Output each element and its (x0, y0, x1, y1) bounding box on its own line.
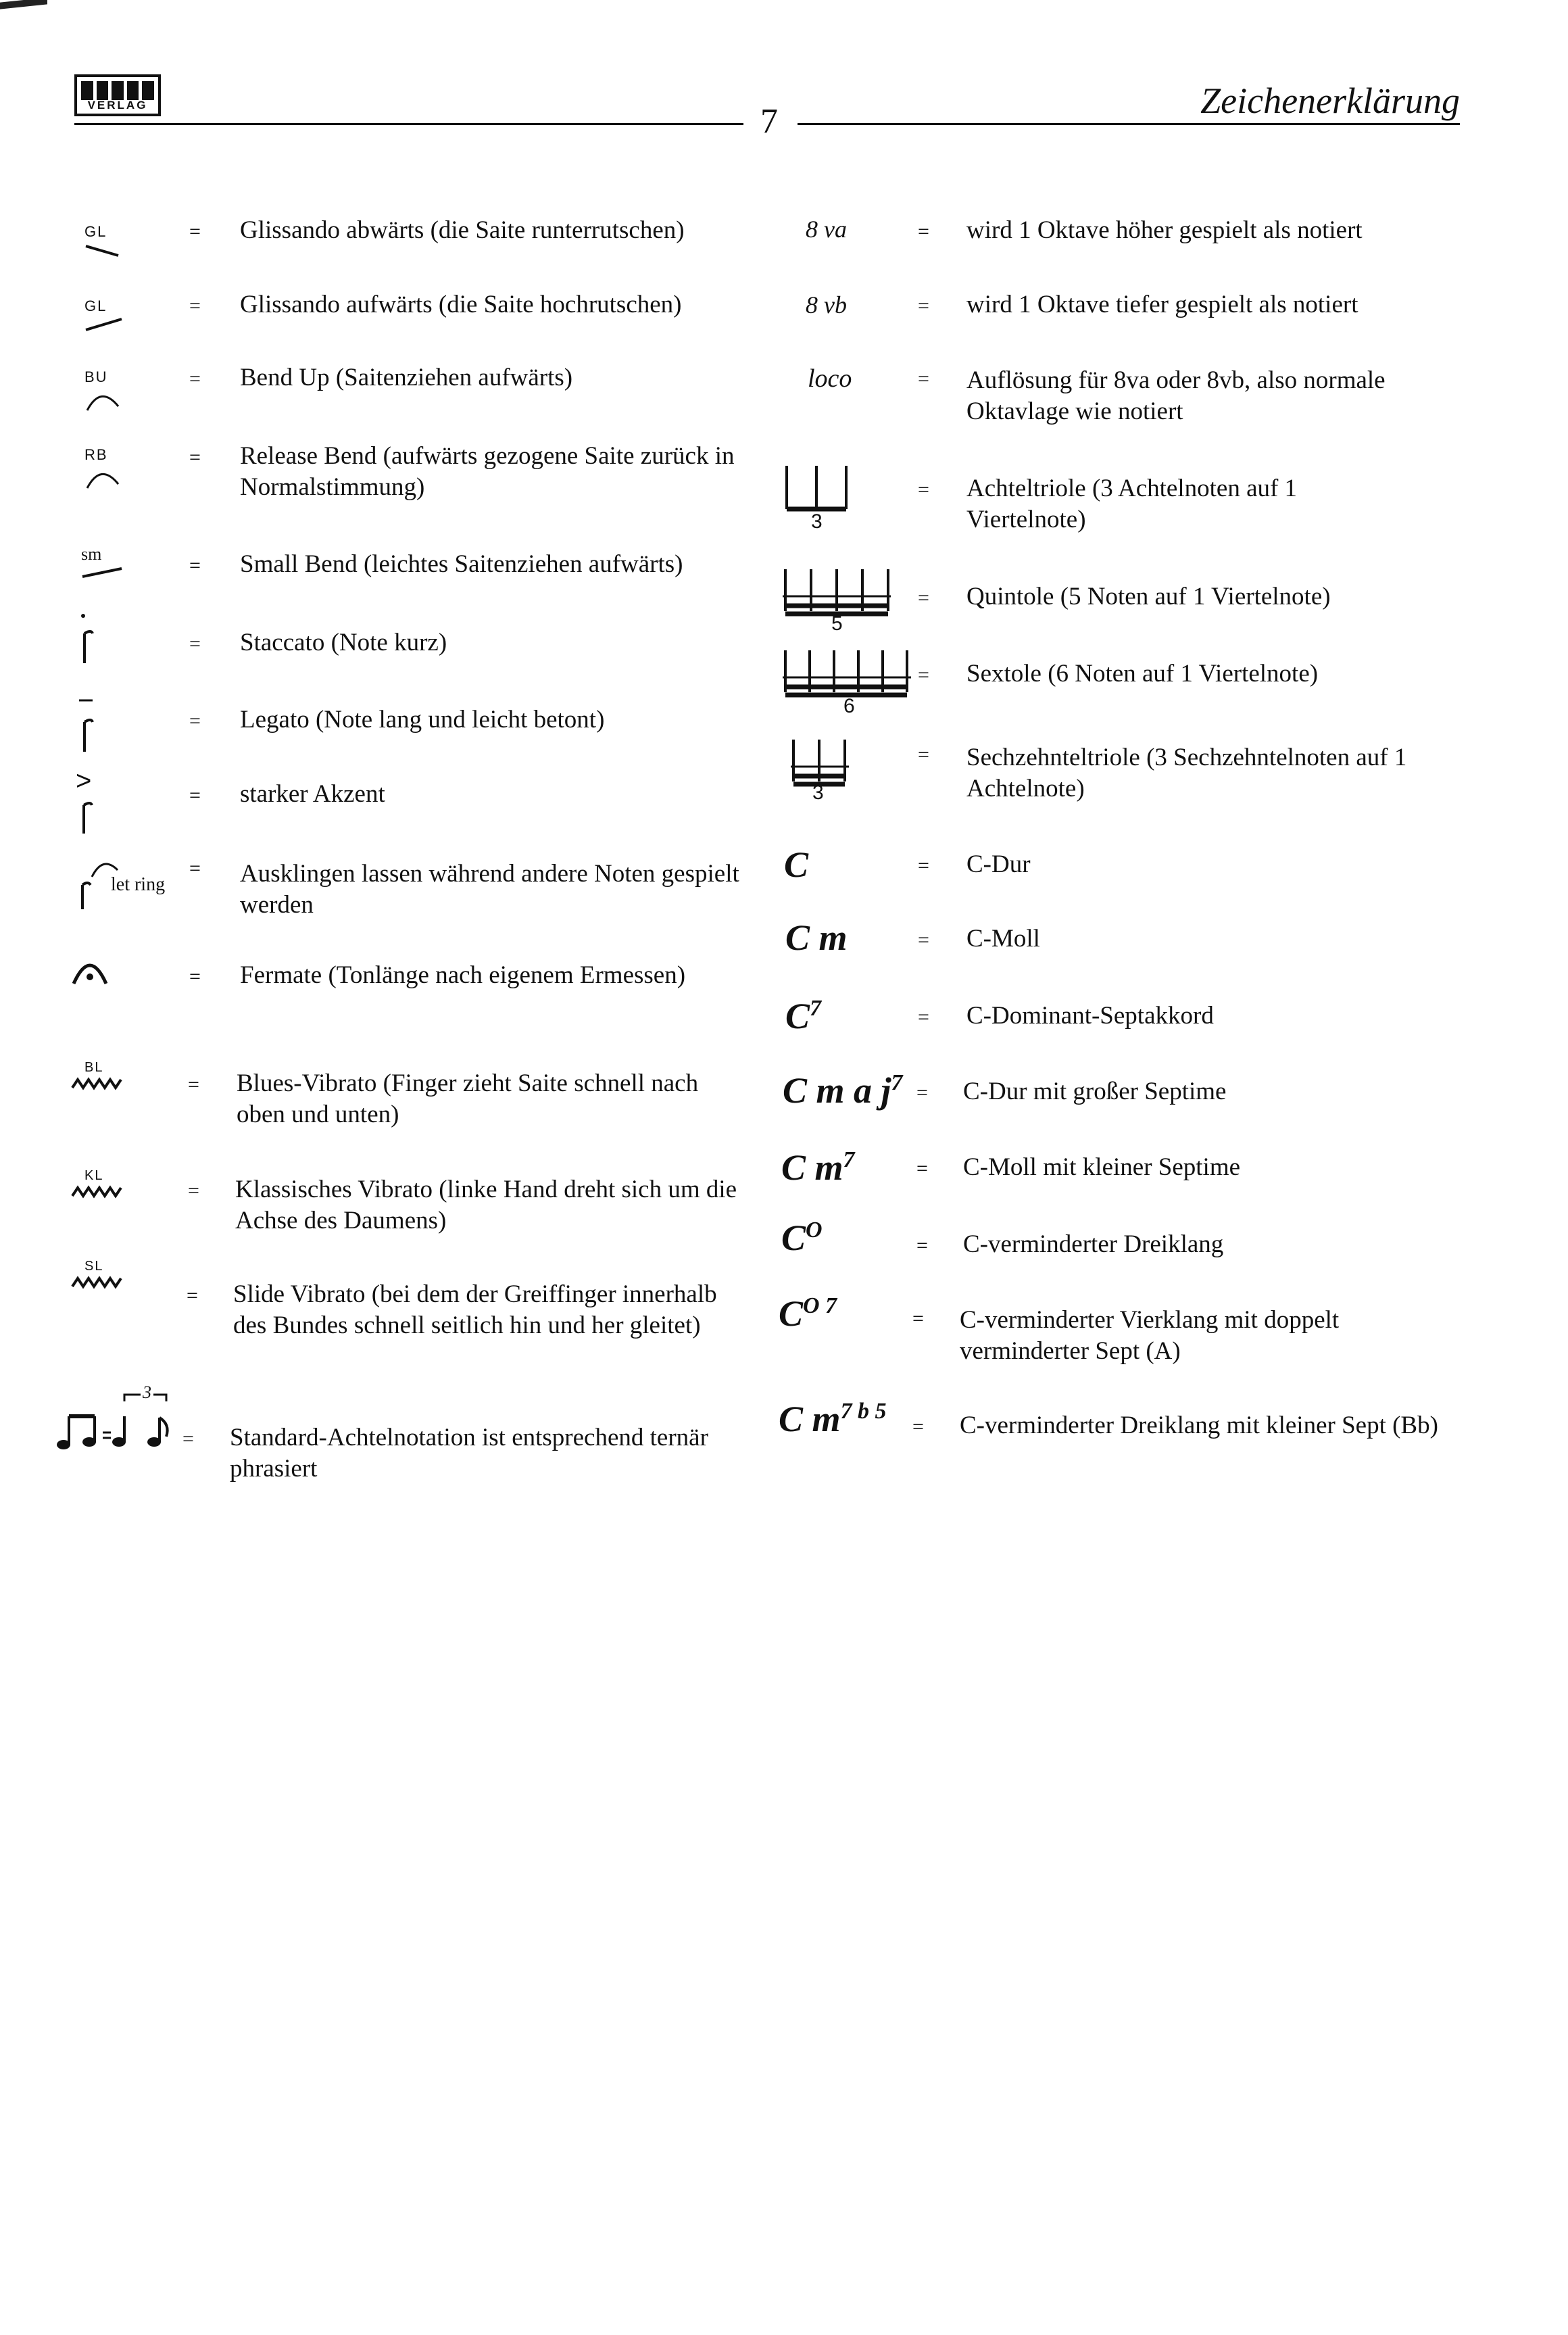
equals-sign: = (187, 1284, 198, 1307)
entry-description: C-verminderter Vierklang mit doppelt verminderter Sept (A) (960, 1306, 1340, 1365)
equals-sign: = (918, 854, 929, 877)
loco-symbol: loco (808, 364, 852, 393)
equals-sign: = (918, 295, 929, 317)
entry-description: Ausklingen lassen während andere Noten gespielt werden (240, 860, 739, 919)
equals-sign: = (918, 1006, 929, 1028)
entry-description: Quintole (5 Noten auf 1 Viertelnote) (966, 583, 1331, 610)
legato-note-icon (78, 696, 105, 754)
chord-c-diminished-7: $C^{O 7}$ (779, 1293, 837, 1334)
entry-description: Klassisches Vibrato (linke Hand dreht sich um die Achse des Daumens) (235, 1176, 737, 1234)
entry-description: C-Dominant-Septakkord (966, 1002, 1214, 1030)
equals-sign: = (916, 1082, 928, 1104)
equals-sign: = (912, 1307, 924, 1330)
eighth-triplet-symbol: 3 (784, 463, 852, 537)
equals-sign: = (189, 295, 201, 317)
vibrato-wave-icon (71, 1184, 125, 1200)
equals-sign: = (189, 965, 201, 988)
small-bend-icon (81, 564, 128, 581)
small-bend-symbol: sm (81, 544, 128, 584)
equals-sign: = (189, 220, 201, 243)
fermata-icon (71, 957, 112, 987)
equals-sign: = (916, 1157, 928, 1180)
entry-description: C-Dur (966, 850, 1031, 878)
equals-sign: = (188, 1180, 199, 1202)
staccato-note-icon (78, 612, 105, 666)
entry-description: C-verminderter Dreiklang mit kleiner Sept (Bb) (960, 1412, 1438, 1439)
equals-sign: = (918, 220, 929, 243)
accent-symbol: > (76, 767, 103, 838)
entry-description: Blues-Vibrato (Finger zieht Saite schnell nach oben und unten) (237, 1069, 699, 1128)
swing-notation-symbol: 3 (54, 1382, 189, 1450)
accent-note-icon (76, 794, 103, 835)
entry-description: Standard-Achtelnotation ist entsprechend ternär phrasiert (230, 1424, 708, 1483)
octave-up-symbol: 8 va (806, 216, 847, 243)
entry-description: Fermate (Tonlänge nach eigenem Ermessen) (240, 961, 686, 989)
entry-description: C-Moll mit kleiner Septime (963, 1153, 1241, 1181)
chord-c-major: C (784, 844, 809, 885)
glissando-down-icon (84, 241, 125, 261)
header-rule-left (74, 123, 743, 125)
logo-bars (81, 81, 154, 100)
slide-vibrato-symbol: SL (71, 1259, 125, 1294)
equals-sign: = (918, 368, 929, 390)
let-ring-symbol: let ring (76, 855, 177, 909)
entry-description: Legato (Note lang und leicht betont) (240, 706, 605, 733)
entry-description: Glissando abwärts (die Saite runterrutschen) (240, 216, 685, 244)
chord-cm7b5: C $m^{7 b 5}$ (779, 1399, 887, 1439)
scan-artifact (0, 0, 47, 9)
equals-sign: = (918, 587, 929, 609)
header-rule-right (798, 123, 1460, 125)
equals-sign: = (918, 744, 929, 766)
equals-sign: = (189, 633, 201, 655)
entry-description: Release Bend (aufwärts gezogene Saite zurück in Normalstimmung) (240, 442, 735, 501)
chord-cmaj7: C m a $j^7$ (783, 1070, 903, 1111)
entry-description: Slide Vibrato (bei dem der Greiffinger innerhalb des Bundes schnell seitlich hin und her gleitet) (233, 1280, 717, 1339)
equals-sign: = (189, 554, 201, 577)
page-number: 7 (760, 102, 778, 141)
bend-up-symbol: BU (84, 368, 125, 416)
entry-description: C-verminderter Dreiklang (963, 1230, 1224, 1258)
glissando-up-icon (84, 315, 125, 335)
blues-vibrato-symbol: BL (71, 1060, 125, 1095)
octave-down-symbol: 8 vb (806, 291, 847, 318)
chord-c7: $C^7$ (785, 996, 822, 1036)
entry-description: Bend Up (Saitenziehen aufwärts) (240, 364, 573, 391)
bend-arc-icon (84, 386, 125, 413)
publisher-logo (74, 74, 161, 116)
equals-sign: = (189, 857, 201, 880)
entry-description: Auflösung für 8va oder 8vb, also normale Oktavlage wie notiert (966, 366, 1386, 425)
entry-description: Sextole (6 Noten auf 1 Viertelnote) (966, 660, 1319, 688)
quintuplet-symbol: 5 (783, 567, 898, 641)
entry-description: wird 1 Oktave höher gespielt als notiert (966, 216, 1363, 244)
page-title: Zeichenerklärung (1200, 80, 1460, 121)
sextuplet-beam-icon (783, 648, 918, 702)
entry-description: Achteltriole (3 Achtelnoten auf 1 Viertelnote) (966, 475, 1298, 533)
equals-sign: = (182, 1428, 194, 1450)
equals-sign: = (189, 710, 201, 732)
sixteenth-triplet-beam-icon (791, 737, 858, 791)
equals-sign: = (918, 664, 929, 686)
entry-description: C-Moll (966, 925, 1040, 953)
entry-description: Small Bend (leichtes Saitenziehen aufwärts) (240, 550, 683, 578)
chord-cm7: C $m^7$ (781, 1147, 855, 1188)
equals-sign: = (916, 1234, 928, 1257)
equals-sign: = (189, 446, 201, 468)
glissando-down-symbol: GL (84, 223, 125, 264)
logo-text: VERLAG (87, 99, 148, 112)
triplet-beam-icon (784, 463, 852, 517)
entry-description: starker Akzent (240, 780, 385, 808)
entry-description: Sechzehnteltriole (3 Sechzehntelnoten auf 1 Achtelnote) (966, 744, 1407, 802)
vibrato-wave-icon (71, 1274, 125, 1291)
entry-description: Glissando aufwärts (die Saite hochrutschen) (240, 291, 682, 318)
classic-vibrato-symbol: KL (71, 1168, 125, 1203)
entry-description: C-Dur mit großer Septime (963, 1078, 1227, 1105)
equals-sign: = (188, 1074, 199, 1096)
equals-sign: = (189, 368, 201, 390)
swing-notes-icon (54, 1382, 189, 1450)
sixteenth-triplet-symbol: 3 (791, 737, 858, 811)
vibrato-wave-icon (71, 1076, 125, 1092)
equals-sign: = (189, 784, 201, 807)
sextuplet-symbol: 6 (783, 648, 918, 725)
chord-c-diminished: $C^O$ (781, 1218, 823, 1258)
glissando-up-symbol: GL (84, 297, 125, 339)
release-arc-icon (84, 464, 125, 491)
equals-sign: = (912, 1416, 924, 1438)
equals-sign: = (918, 479, 929, 501)
entry-description: Staccato (Note kurz) (240, 629, 447, 656)
entry-description: wird 1 Oktave tiefer gespielt als notiert (966, 291, 1358, 318)
release-bend-symbol: RB (84, 446, 125, 494)
equals-sign: = (918, 929, 929, 951)
chord-c-minor: C m (785, 917, 848, 958)
